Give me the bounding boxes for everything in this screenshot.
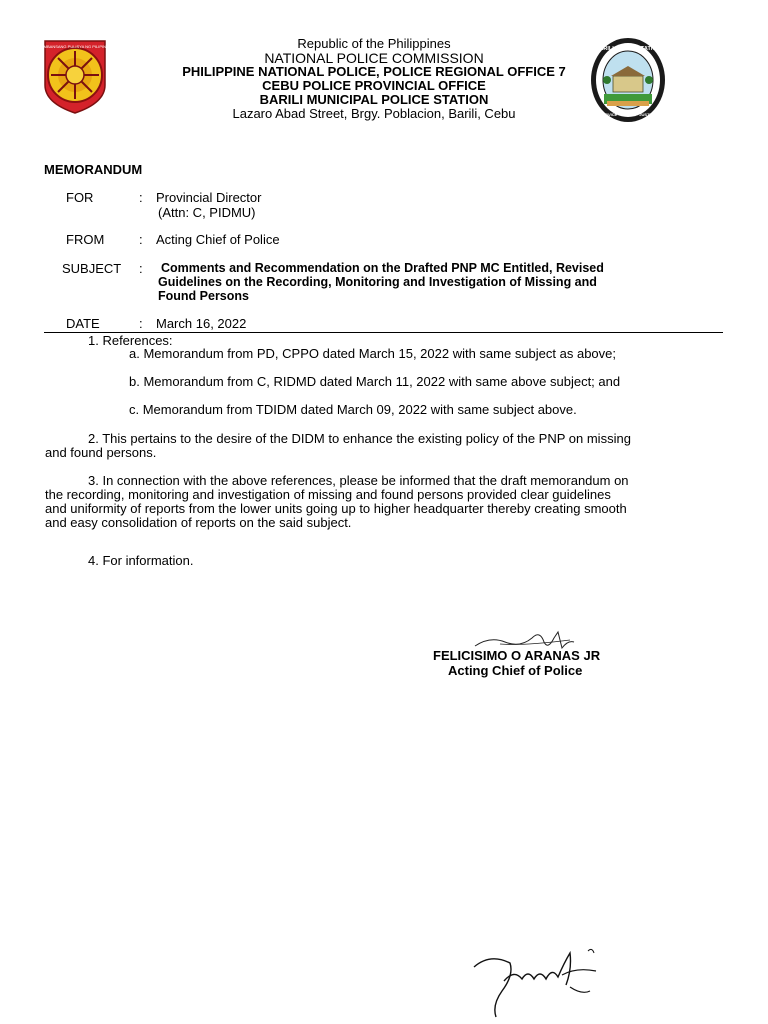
paragraph-2-line-1: 2. This pertains to the desire of the DIDM to enhance the existing policy of the PNP on missing [88, 431, 631, 446]
header-republic: Republic of the Philippines [297, 36, 451, 51]
paragraph-3-line-3: and uniformity of reports from the lower units going up to higher headquarter thereby creating smooth [45, 501, 627, 516]
header-cppo: CEBU POLICE PROVINCIAL OFFICE [262, 78, 486, 93]
paragraph-3-line-1: 3. In connection with the above references, please be informed that the draft memorandum on [88, 473, 629, 488]
seal-top-text: BARILI POLICE STATION [595, 46, 661, 52]
pnp-seal-text: PAMBANSANG PULISYA NG PILIPINAS [38, 44, 112, 49]
seal-bottom-text: SERVICE · HONOR · JUSTICE [599, 112, 657, 117]
signatory-title: Acting Chief of Police [448, 663, 583, 678]
reference-b: b. Memorandum from C, RIDMD dated March 11, 2022 with same above subject; and [129, 374, 621, 389]
reference-a: a. Memorandum from PD, CPPO dated March 15, 2022 with same subject as above; [129, 346, 617, 361]
header-napolcom: NATIONAL POLICE COMMISSION [264, 50, 484, 66]
memo-title: MEMORANDUM [44, 162, 143, 177]
date-colon: : [139, 316, 143, 331]
header-address: Lazaro Abad Street, Brgy. Poblacion, Barili, Cebu [232, 106, 516, 121]
for-label: FOR [66, 190, 94, 205]
date-value: March 16, 2022 [156, 316, 247, 331]
reference-c: c. Memorandum from TDIDM dated March 09, 2022 with same subject above. [129, 402, 577, 417]
for-attn: (Attn: C, PIDMU) [158, 205, 256, 220]
paragraph-3-line-2: the recording, monitoring and investigation of missing and found persons provided clear guidelines [45, 487, 611, 502]
date-label: DATE [66, 316, 100, 331]
paragraph-4: 4. For information. [88, 553, 194, 568]
subject-line-1: Comments and Recommendation on the Drafted PNP MC Entitled, Revised [161, 261, 604, 275]
for-value: Provincial Director [156, 190, 262, 205]
from-label: FROM [66, 232, 105, 247]
header-station: BARILI MUNICIPAL POLICE STATION [259, 92, 489, 107]
subject-line-2: Guidelines on the Recording, Monitoring and Investigation of Missing and [158, 275, 597, 289]
from-value: Acting Chief of Police [156, 232, 280, 247]
paragraph-2-line-2: and found persons. [45, 445, 157, 460]
pnp-seal-logo [37, 37, 113, 115]
from-colon: : [139, 232, 143, 247]
handwritten-signature-bottom [470, 945, 610, 1023]
for-colon: : [139, 190, 143, 205]
signatory-name: FELICISIMO O ARANAS JR [433, 648, 601, 663]
subject-line-3: Found Persons [158, 289, 249, 303]
subject-colon: : [139, 261, 143, 276]
subject-label: SUBJECT [62, 261, 122, 276]
header-pro7: PHILIPPINE NATIONAL POLICE, POLICE REGIONAL OFFICE 7 [182, 64, 566, 79]
references-heading: 1. References: [88, 333, 173, 348]
paragraph-3-line-4: and easy consolidation of reports on the said subject. [45, 515, 352, 530]
